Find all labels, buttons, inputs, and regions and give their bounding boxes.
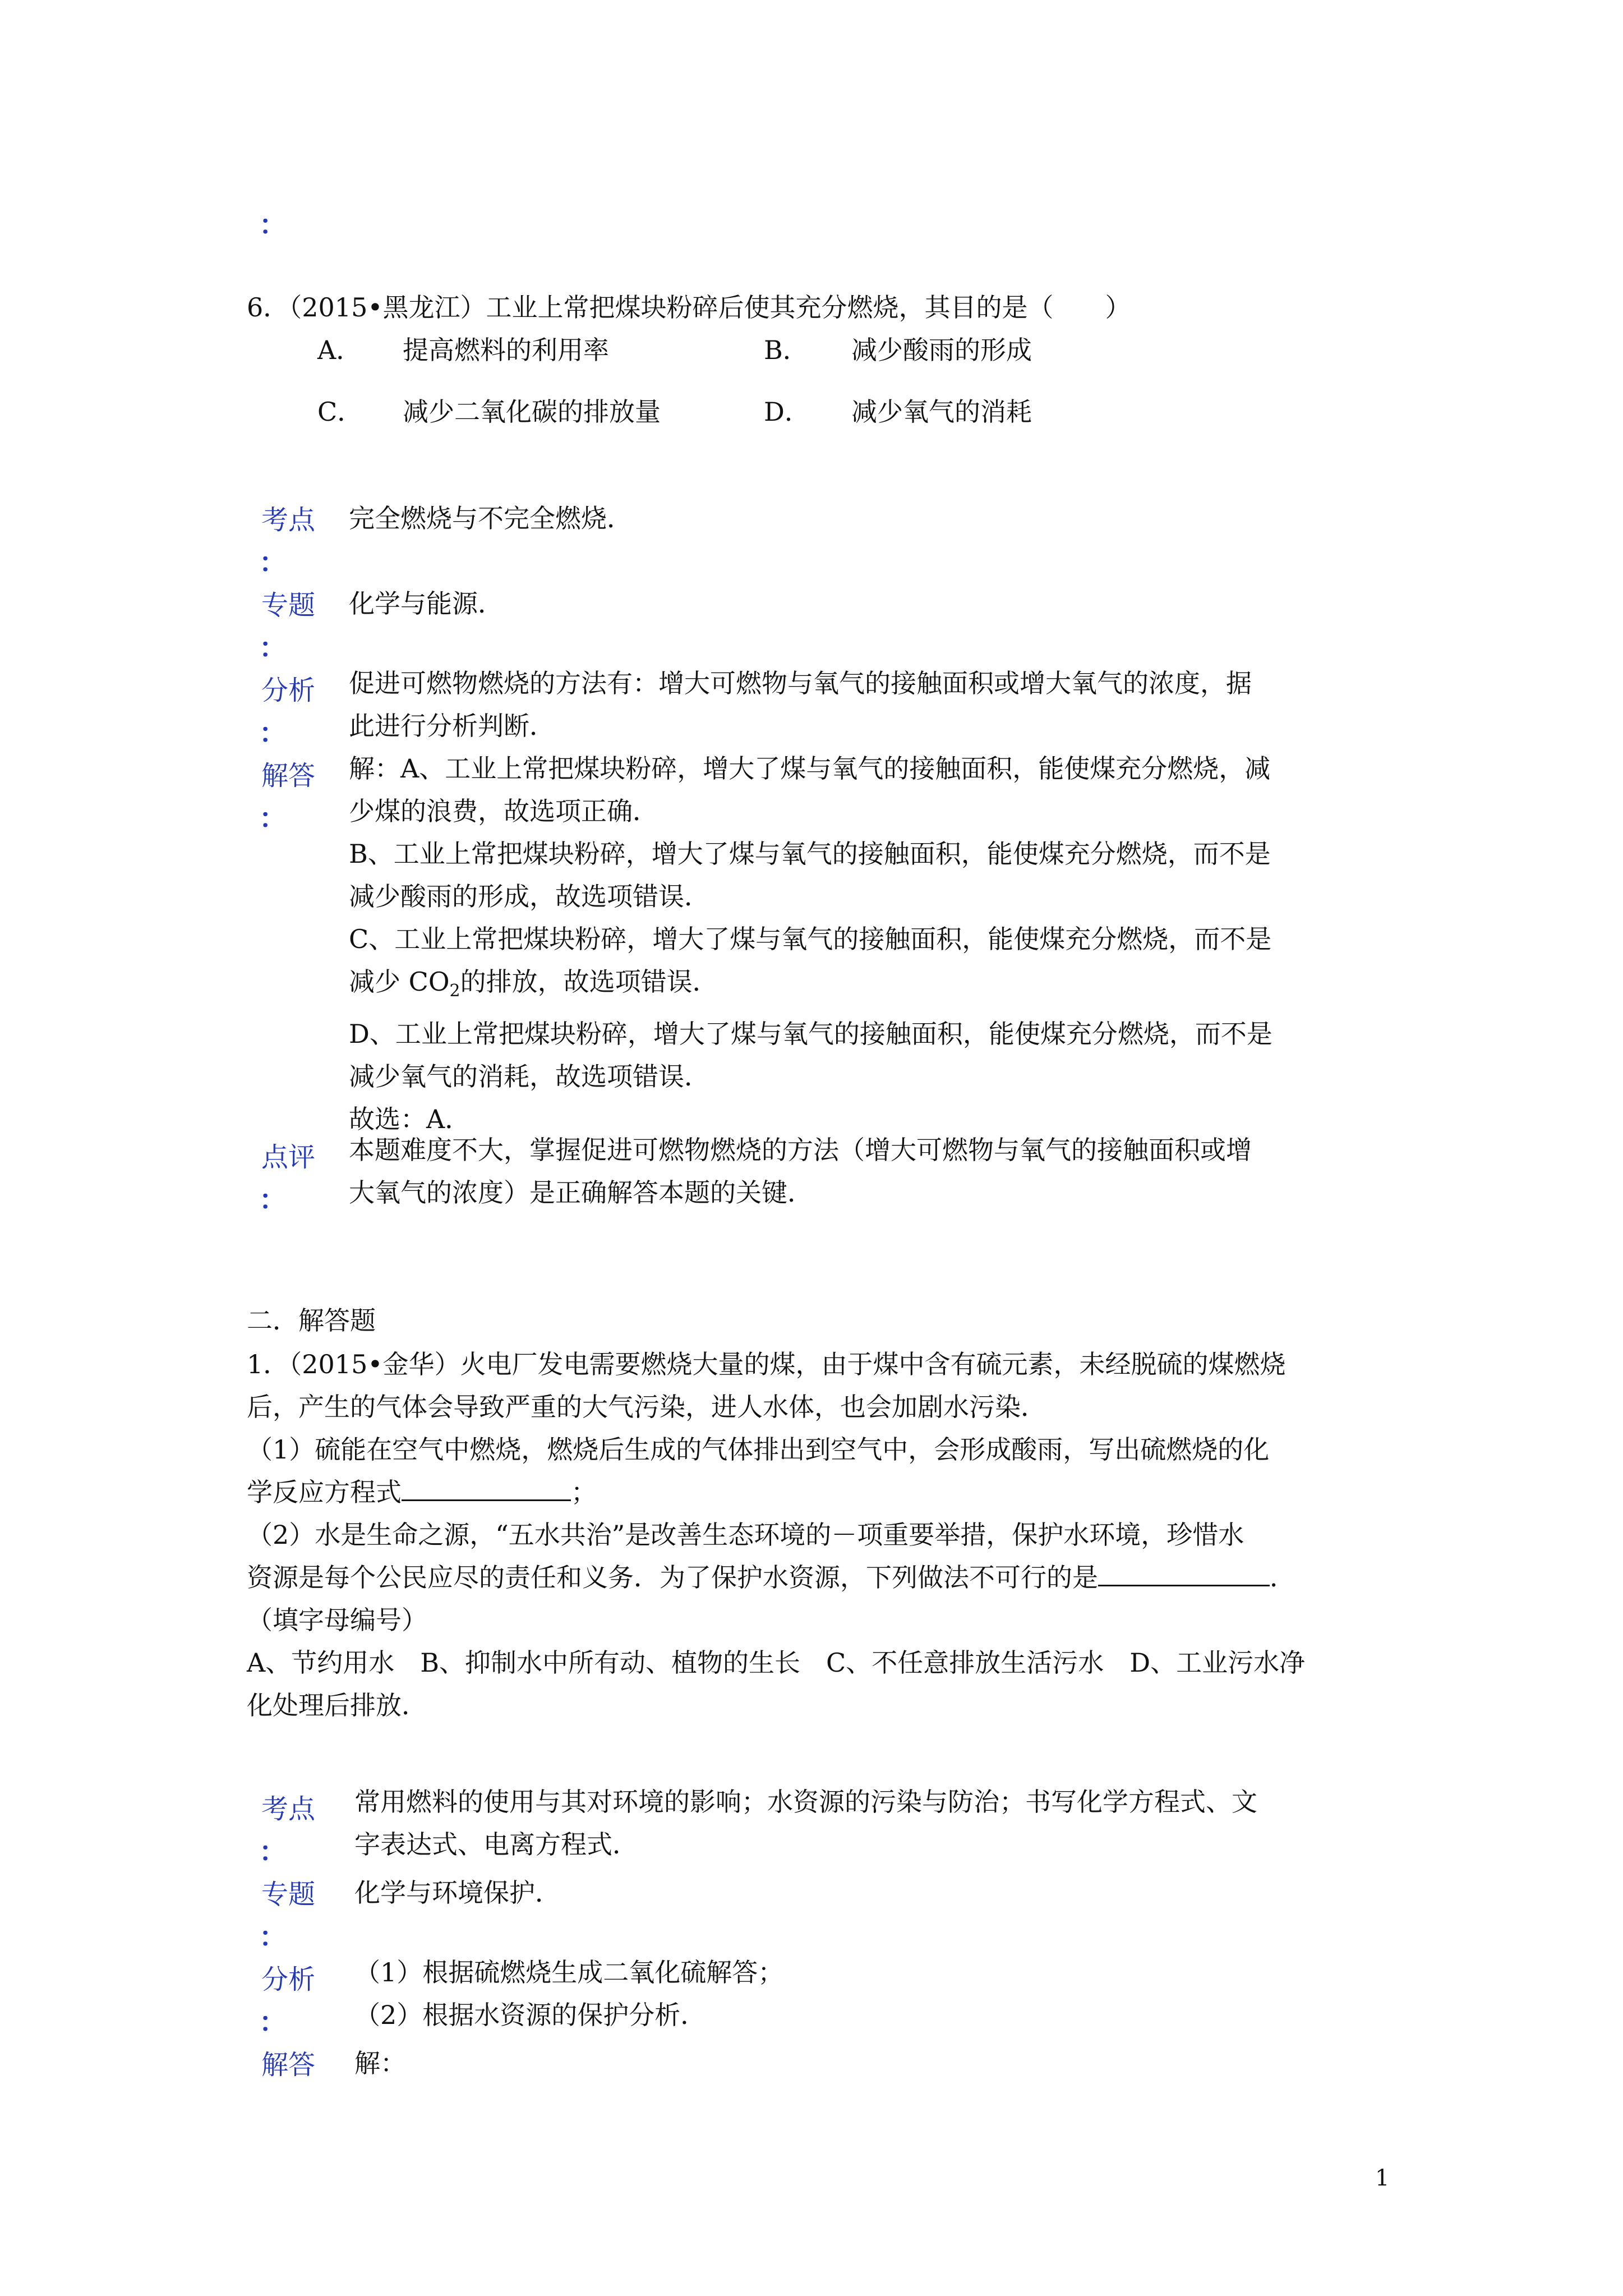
zhuanti-text: 化学与能源． — [349, 588, 504, 619]
fenxi-colon: ： — [259, 717, 287, 749]
option-c-text: 减少二氧化碳的排放量 — [403, 397, 661, 427]
dianping-label: 点评 — [261, 1142, 316, 1173]
co2-line: 减少 $CO_2$的排放，故选项错误． — [349, 967, 718, 1001]
option-b-text: 减少酸雨的形成 — [851, 335, 1032, 365]
fenxi-2-label: 分析 — [261, 1964, 316, 1995]
kaodian-colon: ： — [259, 547, 287, 578]
zhuanti-2-colon: ： — [259, 1921, 287, 1953]
answer-blank-1[interactable] — [402, 1474, 571, 1501]
fenxi-text: 促进可燃物燃烧的方法有：增大可燃物与氧气的接触面积或增大氧气的浓度，据 此进行分析判断． — [349, 668, 1252, 741]
equation-line: 学反应方程式 ； — [247, 1471, 1305, 1513]
kaodian-2-colon: ： — [259, 1836, 287, 1867]
answer-blank-2[interactable] — [1098, 1559, 1270, 1586]
option-d-letter: D． — [764, 397, 810, 427]
dianping-colon: ： — [259, 1184, 287, 1216]
option-d-text: 减少氧气的消耗 — [851, 397, 1032, 427]
fenxi-2-text: （1）根据硫燃烧生成二氧化硫解答； （2）根据水资源的保护分析． — [354, 1957, 784, 2030]
zhuanti-2-text: 化学与环境保护． — [354, 1878, 561, 1908]
choice-line: 资源是每个公民应尽的责任和义务．为了保护水资源，下列做法不可行的是 ． — [247, 1556, 1305, 1599]
section-title: 二．解答题 — [247, 1305, 376, 1336]
zhuanti-colon: ： — [259, 632, 287, 664]
option-a-text: 提高燃料的利用率 — [403, 335, 609, 365]
kaodian-2-label: 考点 — [261, 1793, 316, 1825]
kaodian-label: 考点 — [261, 504, 316, 536]
option-a-letter: A． — [317, 335, 362, 365]
jieda-colon: ： — [259, 803, 287, 834]
option-c-letter: C． — [317, 397, 363, 427]
jieda-label: 解答 — [261, 760, 316, 792]
jieda-2-text: 解： — [354, 2048, 406, 2078]
option-b-letter: B． — [764, 335, 809, 365]
stray-colon: ： — [259, 209, 287, 241]
kaodian-2-text: 常用燃料的使用与其对环境的影响；水资源的污染与防治；书写化学方程式、文 字表达式、电离方程式． — [354, 1787, 1257, 1860]
zhuanti-2-label: 专题 — [261, 1879, 316, 1910]
jieda-2-label: 解答 — [261, 2049, 316, 2081]
question-1-body: 1．（2015•金华）火电厂发电需要燃烧大量的煤，由于煤中含有硫元素，未经脱硫的煤燃烧 后，产生的气体会导致严重的大气污染，进人水体，也会加剧水污染． （1）硫能在空气中燃烧，燃烧后生成的气体排出到空气中，会形成酸雨，写出硫燃烧的化 学反应方程式 ； （2）水是生命之源，“五水共治”是改善生态环境的－项重要举措，保护水环境，珍惜水 资源是每个公民应尽的责任和义务．为了保护水资源，下列做法不可行的是 ． （填字母编号） A、节约用水 B、抑制水中所有动、植物的生长 C、不任意排放生活污水 D、工业污水净 化处理后排放． — [247, 1349, 1306, 1720]
kaodian-text: 完全燃烧与不完全燃烧． — [349, 503, 633, 533]
zhuanti-label: 专题 — [261, 590, 316, 621]
page-number: 1 — [1375, 2165, 1390, 2191]
jieda-text: 解：A、工业上常把煤块粉碎，增大了煤与氧气的接触面积，能使煤充分燃烧，减 少煤的浪费，故选项正确． B、工业上常把煤块粉碎，增大了煤与氧气的接触面积，能使煤充分燃烧，而不是 减少酸雨的形成，故选项错误． C、工业上常把煤块粉碎，增大了煤与氧气的接触面积，能使煤充分燃烧，而不是 减少 $CO_2$的排放，故选项错误． D、工业上常把煤块粉碎，增大了煤与氧气的接触面积，能使煤充分燃烧，而不是 减少氧气的消耗，故选项错误． 故选：A． — [349, 753, 1272, 1135]
question-6-stem: 6．（2015•黑龙江）工业上常把煤块粉碎后使其充分燃烧，其目的是（ ） — [247, 292, 1131, 323]
dianping-text: 本题难度不大，掌握促进可燃物燃烧的方法（增大可燃物与氧气的接触面积或增 大氧气的浓度）是正确解答本题的关键． — [349, 1135, 1252, 1208]
fenxi-2-colon: ： — [259, 2007, 287, 2038]
fenxi-label: 分析 — [261, 675, 316, 706]
